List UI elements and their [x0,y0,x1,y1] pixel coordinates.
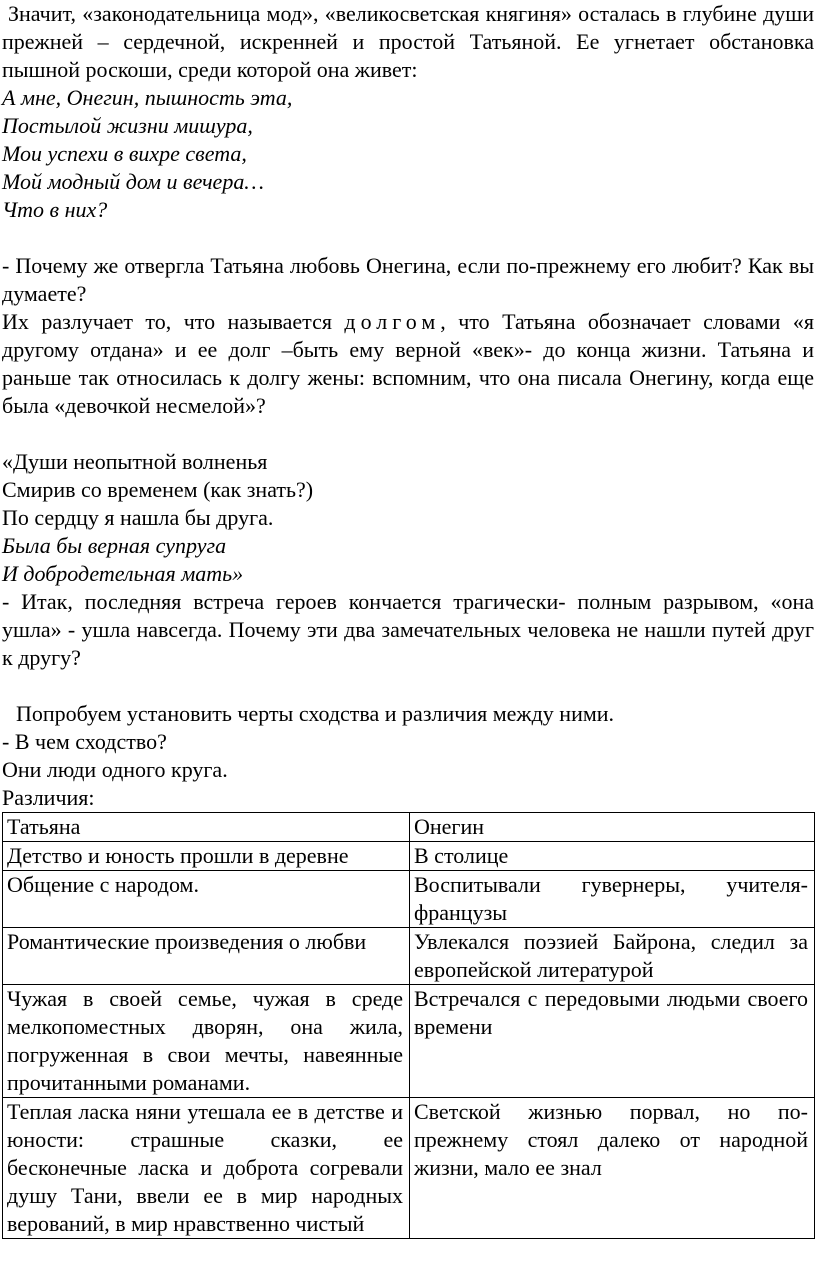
poem-line: Мои успехи в вихре света, [2,141,247,166]
answer-paragraph [2,308,814,420]
table-row [3,871,815,928]
answer-text-start: Их разлучает то, что называется [2,309,345,334]
spacer [2,224,814,252]
poem-onegin-quote [2,84,814,224]
column-header-tatiana: Татьяна [3,813,410,842]
table-cell: Теплая ласка няни утешала ее в детстве и юности: страшные сказки, ее бесконечные ласка и доброта согревали душу Тани, ввели ее в мир народных верований, в мир нравственно чистый [3,1098,410,1239]
poem-line: А мне, Онегин, пышность эта, [2,85,293,110]
poem-line: Была бы верная супруга [2,533,227,558]
poem-line: Смирив со временем (как знать?) [2,477,314,502]
similarity-answer: Они люди одного круга. [2,757,228,782]
spacer [2,672,814,700]
table-row [3,842,815,871]
comparison-table [2,812,815,1239]
poem-line: Мой модный дом и вечера… [2,169,264,194]
emphasized-word: долгом [344,309,441,334]
table-cell: Увлекался поэзией Байрона, следил за европейской литературой [410,928,815,985]
table-cell: Воспитывали гувернеры, учителя-французы [410,871,815,928]
differences-label: Различия: [2,785,95,810]
table-row [3,1098,815,1239]
table-row [3,928,815,985]
table-cell: Светской жизнью порвал, но по-прежнему стоял далеко от народной жизни, мало ее знал [410,1098,815,1239]
intro-paragraph: Значит, «законодательница мод», «великосветская княгиня» осталась в глубине души прежней – сердечной, искренней и простой Татьяной. Ее угнетает обстановка пышной роскоши, среди которой она живет: [2,1,814,82]
table-cell: Чужая в своей семье, чужая в среде мелкопоместных дворян, она жила, погруженная в свои мечты, навеянные прочитанными романами. [3,985,410,1098]
poem-letter-quote [2,448,814,588]
poem-line: И добродетельная мать» [2,561,244,586]
table-cell: Детство и юность прошли в деревне [3,842,410,871]
poem-line: Постылой жизни мишура, [2,113,253,138]
spacer [2,420,814,448]
similarity-question: - В чем сходство? [2,729,167,754]
question-paragraph: - Почему же отвергла Татьяна любовь Онегина, если по-прежнему его любит? Как вы думаете? [2,253,814,306]
poem-line: По сердцу я нашла бы друга. [2,505,274,530]
table-cell: В столице [410,842,815,871]
table-cell: Романтические произведения о любви [3,928,410,985]
column-header-onegin: Онегин [410,813,815,842]
poem-line: «Души неопытной волненья [2,449,268,474]
comparison-intro: Попробуем установить черты сходства и различия между ними. [16,701,615,726]
table-header-row [3,813,815,842]
poem-line: Что в них? [2,197,108,222]
table-row [3,985,815,1098]
answer-text-end: , что Татьяна обозначает словами «я другому отдана» и ее долг –быть ему верной «век»- до конца жизни. Татьяна и раньше так относилась к долгу жены: вспомним, что она писала Онегину, когда еще была «девочкой несмелой»? [2,309,814,418]
table-cell: Встречался с передовыми людьми своего времени [410,985,815,1098]
question-paragraph: - Итак, последняя встреча героев кончается трагически- полным разрывом, «она ушла» - ушла навсегда. Почему эти два замечательных человека не нашли путей друг к другу? [2,589,814,670]
table-cell: Общение с народом. [3,871,410,928]
